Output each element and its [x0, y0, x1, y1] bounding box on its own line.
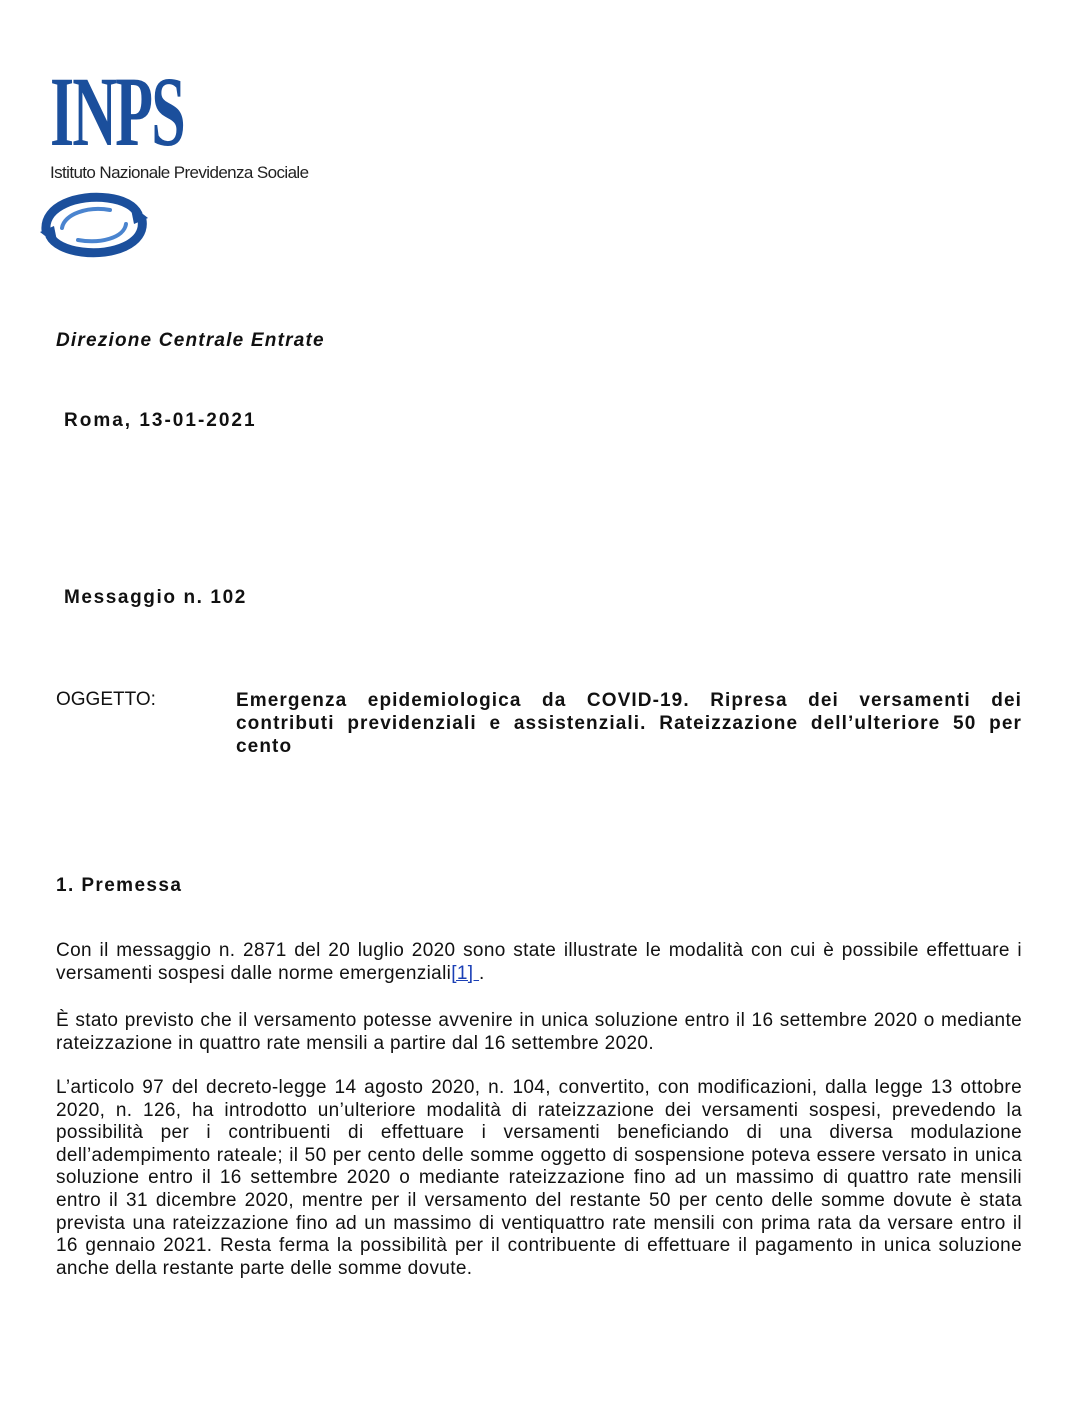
subject-text: Emergenza epidemiologica da COVID-19. Ripresa dei versamenti dei contributi previdenziali e assistenziali. Rateizzazione dell’ulteriore 50 per cento	[236, 690, 1022, 757]
paragraph-3: L’articolo 97 del decreto-legge 14 agosto 2020, n. 104, convertito, con modificazioni, dalla legge 13 ottobre 2020, n. 126, ha introdotto un’ulteriore modalità di rateizzazione dei versamenti sospesi, prevedendo la possibilità per i contribuenti di effettuare i versamenti beneficiando di una diversa modulazione dell’adempimento rateale; il 50 per cento delle somme oggetto di sospensione poteva essere versato in unica soluzione entro il 16 settembre 2020 o mediante rateizzazione fino ad un massimo di quattro rate mensili entro il 31 dicembre 2020, mentre per il versamento del restante 50 per cento delle somme dovute è stata prevista una rateizzazione fino ad un massimo di ventiquattro rate mensili con prima rata da versare entro il 16 gennaio 2021. Resta ferma la possibilità per il contribuente di effettuare il pagamento in unica soluzione anche della restante parte delle somme dovute.	[56, 1077, 1022, 1279]
inps-circular-arrows-icon	[38, 190, 150, 258]
message-number: Messaggio n. 102	[64, 587, 247, 608]
logo-subtitle: Istituto Nazionale Previdenza Sociale	[50, 163, 309, 182]
paragraph-2: È stato previsto che il versamento potesse avvenire in unica soluzione entro il 16 settembre 2020 o mediante rateizzazione in quattro rate mensili a partire dal 16 settembre 2020.	[56, 1010, 1022, 1054]
paragraph-1	[56, 940, 1022, 985]
paragraph-1-text: Con il messaggio n. 2871 del 20 luglio 2020 sono state illustrate le modalità con cui è possibile effettuare i versamenti sospesi dalle norme emergenziali	[56, 940, 1022, 984]
paragraph-1-end: .	[479, 962, 485, 984]
date-line: Roma, 13-01-2021	[64, 410, 257, 431]
section-title: 1. Premessa	[56, 875, 183, 896]
footnote-link[interactable]: [1]	[451, 962, 480, 984]
inps-logo	[38, 56, 338, 262]
subject-label: OGGETTO:	[56, 689, 156, 710]
logo-letters: INPS	[50, 56, 184, 167]
department-heading: Direzione Centrale Entrate	[56, 330, 325, 351]
